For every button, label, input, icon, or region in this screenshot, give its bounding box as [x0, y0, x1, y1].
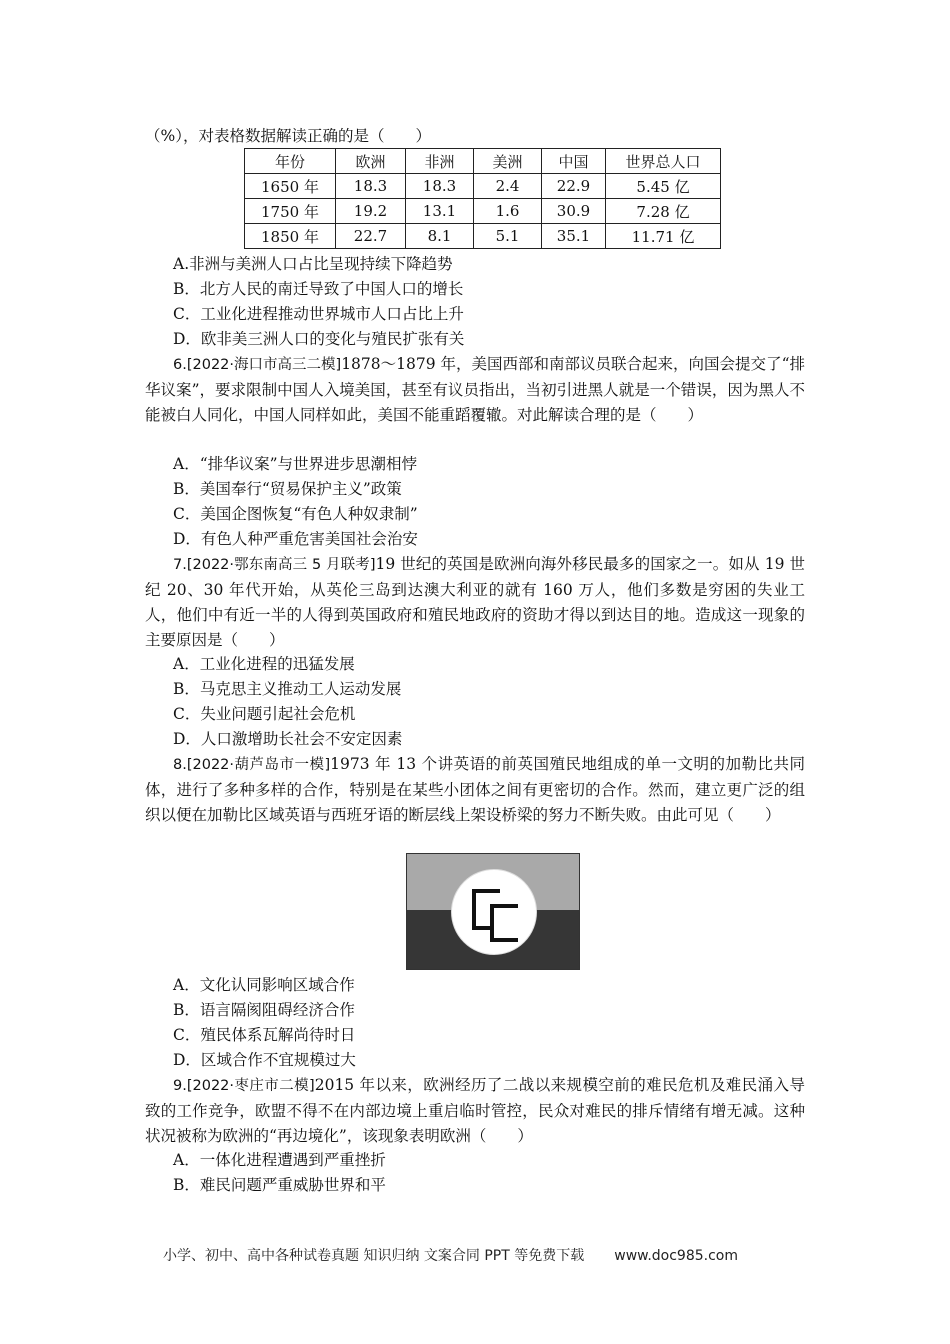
q8-source: 8.[2022·葫芦岛市一模]: [173, 757, 331, 773]
table-cell: 11.71 亿: [606, 224, 721, 249]
population-table: [244, 148, 721, 249]
cc-letters-icon: [452, 870, 536, 954]
q7-option-c: C．失业问题引起社会危机: [173, 705, 356, 723]
table-cell: 5.45 亿: [606, 174, 721, 199]
table-cell: 2.4: [474, 174, 542, 199]
table-cell: 7.28 亿: [606, 199, 721, 224]
q9-source: 9.[2022·枣庄市二模]: [173, 1078, 315, 1094]
logo-circle: [451, 869, 537, 955]
page-footer: [163, 1245, 738, 1265]
table-row: [245, 174, 721, 199]
table-row: [245, 224, 721, 249]
q6-stem: [145, 352, 805, 428]
q8-option-b: B．语言隔阂阻碍经济合作: [173, 1001, 355, 1019]
q7-text: 19 世纪的英国是欧洲向海外移民最多的国家之一。如从 19 世纪 20、30 年代开始，从英伦三岛到达澳大利亚的就有 160 万人，他们多数是穷困的失业工人，他们中有近一半的人得到英国政府和殖民地政府的资助才得以到达目的地。造成这一现象的主要原因是（ ）: [145, 555, 806, 649]
table-header-row: [245, 149, 721, 174]
q7-source: 7.[2022·鄂东南高三 5 月联考]: [173, 557, 376, 573]
q6-option-d: D．有色人种严重危害美国社会治安: [173, 530, 418, 548]
q9-option-b: B．难民问题严重威胁世界和平: [173, 1176, 386, 1194]
table-cell: 5.1: [474, 224, 542, 249]
q7-option-a: A．工业化进程的迅猛发展: [173, 655, 355, 673]
q9-option-a: A．一体化进程遭遇到严重挫折: [173, 1151, 386, 1169]
table-cell: 1750 年: [245, 199, 336, 224]
q6-source: 6.[2022·海口市高三二模]: [173, 357, 342, 373]
table-header: 中国: [542, 149, 606, 174]
table-header: 美洲: [474, 149, 542, 174]
q7-stem: [145, 552, 805, 653]
footer-url-link[interactable]: www.doc985.com: [614, 1248, 738, 1264]
table-cell: 1850 年: [245, 224, 336, 249]
table-cell: 22.9: [542, 174, 606, 199]
table-header: 世界总人口: [606, 149, 721, 174]
table-cell: 1650 年: [245, 174, 336, 199]
q9-stem: [145, 1073, 805, 1149]
table-cell: 35.1: [542, 224, 606, 249]
q8-text: 1973 年 13 个讲英语的前英国殖民地组成的单一文明的加勒比共同体，进行了多种多样的合作，特别是在某些小团体之间有更密切的合作。然而，建立更广泛的组织以便在加勒比区域英语与西班牙语的断层线上架设桥梁的努力不断失败。由此可见（ ）: [145, 755, 805, 824]
q5-option-b: B．北方人民的南迁导致了中国人口的增长: [173, 280, 464, 298]
q8-stem: [145, 752, 805, 828]
q6-option-a: A．“排华议案”与世界进步思潮相悖: [173, 455, 418, 473]
table-header: 欧洲: [336, 149, 406, 174]
table-cell: 1.6: [474, 199, 542, 224]
caricom-logo-image: [406, 853, 580, 970]
q5-option-c: C．工业化进程推动世界城市人口占比上升: [173, 305, 464, 323]
q9-text: 2015 年以来，欧洲经历了二战以来规模空前的难民危机及难民涌入导致的工作竞争，欧盟不得不在内部边境上重启临时管控，民众对难民的排斥情绪有增无减。这种状况被称为欧洲的“再边境化”，该现象表明欧洲（ ）: [145, 1076, 805, 1145]
table-cell: 30.9: [542, 199, 606, 224]
q8-option-c: C．殖民体系瓦解尚待时日: [173, 1026, 356, 1044]
table-cell: 13.1: [406, 199, 474, 224]
q5-option-d: D．欧非美三洲人口的变化与殖民扩张有关: [173, 330, 465, 348]
table-header: 非洲: [406, 149, 474, 174]
table-cell: 19.2: [336, 199, 406, 224]
table-cell: 18.3: [336, 174, 406, 199]
q6-text: 1878～1879 年，美国西部和南部议员联合起来，向国会提交了“排华议案”，要求限制中国人入境美国，甚至有议员指出，当初引进黑人就是一个错误，因为黑人不能被白人同化，中国人同样如此，美国不能重蹈覆辙。对此解读合理的是（ ）: [145, 355, 805, 424]
footer-text: 小学、初中、高中各种试卷真题 知识归纳 文案合同 PPT 等免费下载: [163, 1248, 585, 1264]
table-cell: 22.7: [336, 224, 406, 249]
table-header: 年份: [245, 149, 336, 174]
q6-option-c: C．美国企图恢复“有色人种奴隶制”: [173, 505, 418, 523]
q8-option-d: D．区域合作不宜规模过大: [173, 1051, 356, 1069]
q5-option-a: A.非洲与美洲人口占比呈现持续下降趋势: [173, 255, 453, 273]
q6-option-b: B．美国奉行“贸易保护主义”政策: [173, 480, 402, 498]
q7-option-d: D．人口激增助长社会不安定因素: [173, 730, 403, 748]
q8-option-a: A．文化认同影响区域合作: [173, 976, 355, 994]
q5-intro: （%），对表格数据解读正确的是（ ）: [145, 127, 431, 145]
table-row: [245, 199, 721, 224]
table-cell: 18.3: [406, 174, 474, 199]
q7-option-b: B．马克思主义推动工人运动发展: [173, 680, 402, 698]
table-cell: 8.1: [406, 224, 474, 249]
